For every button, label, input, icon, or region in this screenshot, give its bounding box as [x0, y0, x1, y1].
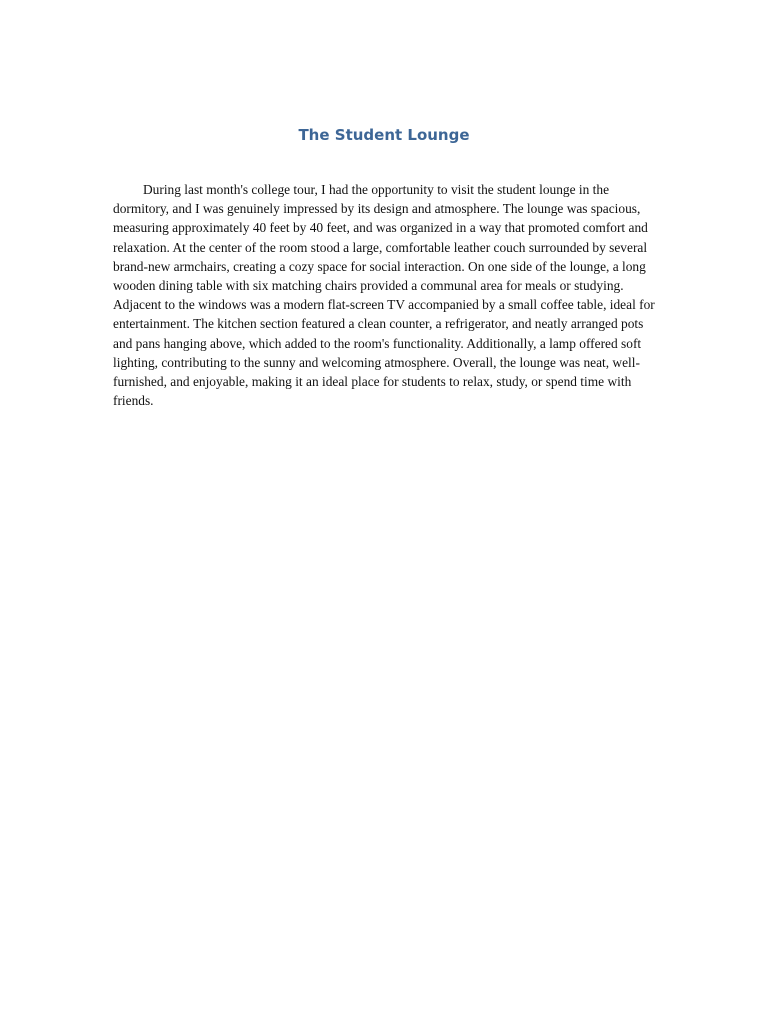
document-title: The Student Lounge	[298, 126, 470, 144]
body-paragraph: During last month's college tour, I had the opportunity to visit the student lounge in the dormitory, and I was genuinely impressed by its design and atmosphere. The lounge was spacious, measuring approximately 40 feet by 40 feet, and was organized in a way that promoted comfort and relaxation. At the center of the room stood a large, comfortable leather couch surrounded by several brand-new armchairs, creating a cozy space for social interaction. On one side of the lounge, a long wooden dining table with six matching chairs provided a communal area for meals or studying. Adjacent to the windows was a modern flat-screen TV accompanied by a small coffee table, ideal for entertainment. The kitchen section featured a clean counter, a refrigerator, and neatly arranged pots and pans hanging above, which added to the room's functionality. Additionally, a lamp offered soft lighting, contributing to the sunny and welcoming atmosphere. Overall, the lounge was neat, well-furnished, and enjoyable, making it an ideal place for students to relax, study, or spend time with friends.	[113, 182, 655, 409]
